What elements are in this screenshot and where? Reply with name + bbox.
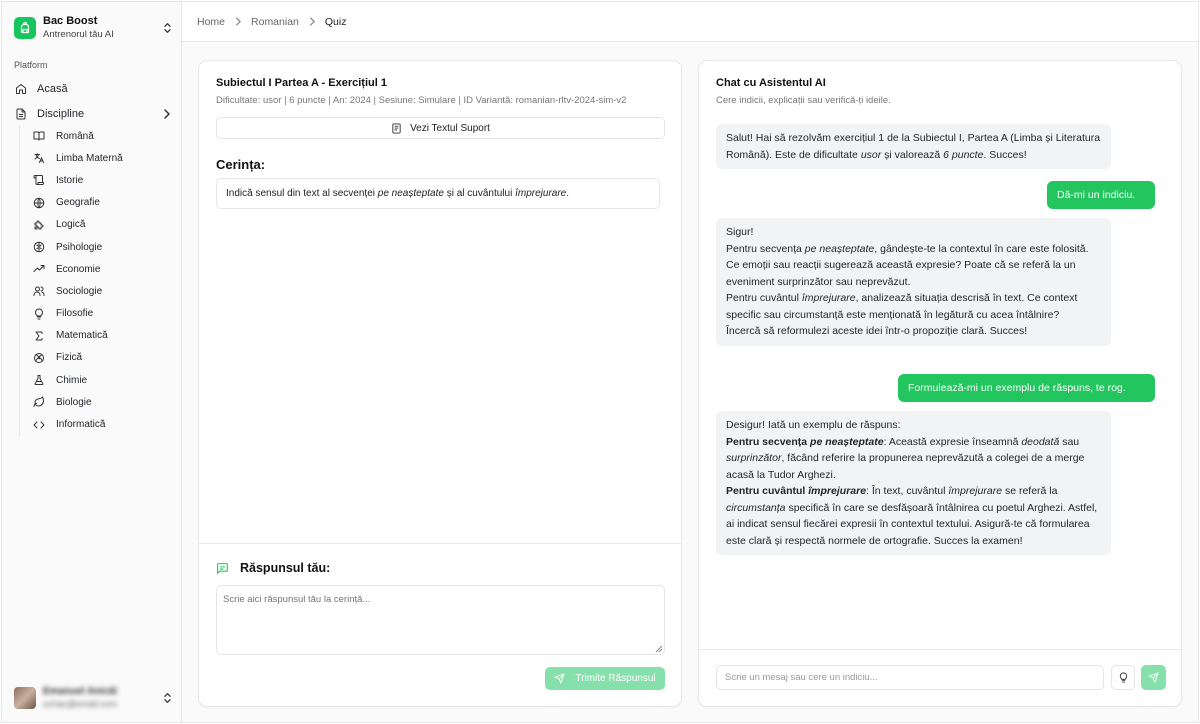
languages-icon — [32, 151, 46, 165]
atom-icon — [32, 351, 46, 365]
leaf-icon — [32, 395, 46, 409]
assistant-message: Desigur! Iată un exemplu de răspuns: Pentru secvența pe neașteptate: Această expresie înseamnă deodată sau surprinzător, făcând referire la propunerea neprevăzută a colegei de a merge acasă la Tudor Arghezi. Pentru cuvântul împrejurare: În text, cuvântul împrejurare se referă la circumstanța specifică în care se desfășoară întâlnirea cu poetul Arghezi. Astfel, ai indicat sensul fiecărei expresii în contextul textului. Asigură-te că formularea este clară și respectă normele de ortografie. Succes la examen! — [716, 411, 1111, 555]
chat-card — [698, 60, 1182, 707]
chat-input[interactable] — [716, 665, 1104, 690]
backpack-icon — [14, 17, 36, 39]
chevron-right-icon — [160, 109, 172, 119]
sidebar-item-label: Matematică — [56, 330, 108, 342]
sidebar-item-limba-materna[interactable] — [25, 147, 176, 169]
scroll-icon — [32, 173, 46, 187]
submit-answer-button[interactable] — [545, 667, 665, 690]
avatar — [14, 687, 36, 709]
sidebar-item-label: Fizică — [56, 352, 83, 364]
breadcrumb — [182, 2, 1198, 42]
user-message: Formulează-mi un exemplu de răspuns, te rog. — [898, 374, 1155, 402]
app-name: Bac Boost — [43, 15, 98, 27]
sidebar-item-label: Sociologie — [56, 285, 103, 297]
brain-icon — [32, 240, 46, 254]
breadcrumb-current: Quiz — [324, 15, 347, 28]
sidebar-item-romana[interactable] — [25, 125, 176, 147]
answer-title: Răspunsul tău: — [240, 561, 331, 575]
book-text-icon — [391, 123, 402, 134]
divider — [199, 543, 681, 544]
sidebar-item-istorie[interactable] — [25, 169, 176, 191]
view-support-text-button[interactable] — [216, 117, 665, 139]
sidebar-item-psihologie[interactable] — [25, 236, 176, 258]
team-switcher[interactable] — [14, 14, 172, 42]
chevron-right-icon — [235, 17, 241, 26]
chevrons-up-down-icon — [162, 691, 172, 705]
sidebar-item-fizica[interactable] — [25, 347, 176, 369]
chat-title: Chat cu Asistentul AI — [716, 77, 826, 89]
divider — [699, 649, 1181, 650]
chat-subtitle: Cere indicii, explicații sau verifică-ți ideile. — [716, 95, 891, 106]
chat-input-placeholder: Scrie un mesaj sau cere un indiciu... — [725, 672, 878, 683]
sidebar-item-label: Limba Maternă — [56, 152, 123, 164]
send-icon — [1148, 672, 1159, 683]
sidebar — [2, 2, 182, 722]
sidebar-item-disciplines[interactable] — [8, 103, 176, 125]
user-name: Emanuel Anicăi — [43, 686, 118, 697]
sidebar-item-label: Filosofie — [56, 308, 94, 320]
exercise-meta: Dificultate: usor | 6 puncte | An: 2024 | Sesiune: Simulare | ID Variantă: romanian-rltv-2024-sim-v2 — [216, 95, 627, 106]
sidebar-nav — [8, 78, 176, 436]
sidebar-item-label: Psihologie — [56, 241, 103, 253]
assistant-message: Sigur! Pentru secvența pe neașteptate, gândește-te la contextul în care este folosită. Ce emoții sau reacții sugerează această expresie? Poate că se referă la un eveniment surprinzător sau neprevăzut. Pentru cuvântul împrejurare, analizează situația descrisă în text. Ce context specific sau circumstanță este menționată în legătură cu acea întâlnire? Încercă să reformulezi aceste idei într-o propoziție clară. Succes! — [716, 218, 1111, 346]
sidebar-item-label: Chimie — [56, 374, 88, 386]
sidebar-item-label: Discipline — [37, 108, 85, 120]
trending-up-icon — [32, 262, 46, 276]
sidebar-item-matematica[interactable] — [25, 325, 176, 347]
sidebar-item-label: Istorie — [56, 174, 84, 186]
users-icon — [32, 284, 46, 298]
view-support-text-label: Vezi Textul Suport — [410, 122, 490, 134]
user-message: Dă-mi un indiciu. — [1047, 181, 1155, 209]
exercise-title: Subiectul I Partea A - Exercițiul 1 — [216, 77, 387, 89]
sidebar-item-chimie[interactable] — [25, 369, 176, 391]
sidebar-item-informatica[interactable] — [25, 413, 176, 435]
sidebar-item-label: Geografie — [56, 197, 100, 209]
sidebar-item-economie[interactable] — [25, 258, 176, 280]
puzzle-icon — [32, 218, 46, 232]
sidebar-item-geografie[interactable] — [25, 192, 176, 214]
submit-answer-label: Trimite Răspunsul — [575, 673, 656, 684]
sidebar-item-label: Acasă — [37, 83, 68, 95]
assistant-message: Salut! Hai să rezolvăm exercițiul 1 de la Subiectul I, Partea A (Limba și Literatura Română). Este de dificultate usor și valorează 6 puncte. Succes! — [716, 124, 1111, 169]
app-subtitle: Antrenorul tău AI — [43, 29, 114, 40]
main-content — [182, 43, 1198, 722]
sidebar-item-sociologie[interactable] — [25, 280, 176, 302]
globe-icon — [32, 196, 46, 210]
exercise-card — [198, 60, 682, 707]
sidebar-item-biologie[interactable] — [25, 391, 176, 413]
answer-textarea[interactable] — [216, 585, 665, 655]
user-menu[interactable] — [14, 684, 172, 712]
book-icon — [32, 129, 46, 143]
user-email: ochac@email.com — [43, 699, 118, 709]
send-icon — [554, 673, 565, 684]
sidebar-item-label: Economie — [56, 263, 101, 275]
sidebar-item-label: Informatică — [56, 419, 106, 431]
code-icon — [32, 418, 46, 432]
sidebar-item-filosofie[interactable] — [25, 303, 176, 325]
send-message-button[interactable] — [1141, 665, 1166, 690]
home-icon — [14, 82, 28, 96]
chevron-right-icon — [309, 17, 315, 26]
answer-header — [216, 561, 330, 575]
sidebar-item-label: Română — [56, 130, 94, 142]
disciplines-submenu — [19, 125, 176, 436]
sidebar-item-label: Biologie — [56, 396, 92, 408]
lightbulb-icon — [1118, 672, 1129, 683]
requirement-text: Indică sensul din text al secvenței pe neașteptate și al cuvântului împrejurare. — [216, 178, 660, 209]
file-text-icon — [14, 107, 28, 121]
message-square-text-icon — [216, 562, 229, 575]
app-window — [1, 1, 1199, 723]
chevrons-up-down-icon — [162, 21, 172, 35]
requirement-title: Cerința: — [216, 157, 266, 172]
flask-icon — [32, 373, 46, 387]
breadcrumb-section[interactable]: Romanian — [251, 15, 299, 28]
breadcrumb-home[interactable]: Home — [197, 15, 226, 28]
lightbulb-icon — [32, 307, 46, 321]
hint-button[interactable] — [1111, 665, 1135, 690]
resize-grip-icon[interactable] — [655, 645, 663, 653]
section-label: Platform — [14, 60, 48, 70]
sidebar-item-home[interactable] — [8, 78, 176, 100]
sidebar-item-logica[interactable] — [25, 214, 176, 236]
sigma-icon — [32, 329, 46, 343]
sidebar-item-label: Logică — [56, 219, 86, 231]
